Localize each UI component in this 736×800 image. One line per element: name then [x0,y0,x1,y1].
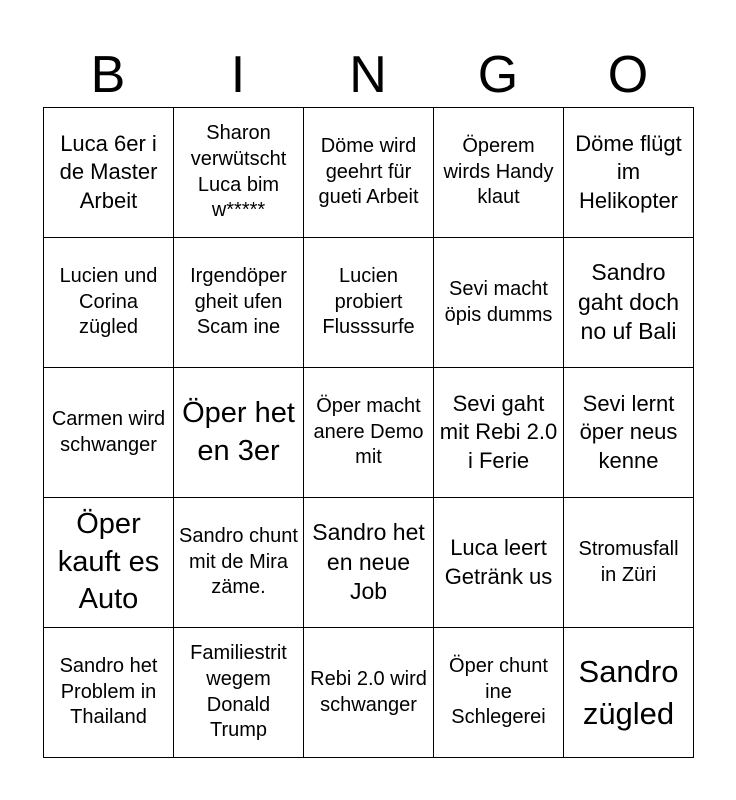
bingo-row [44,238,694,368]
bingo-row [44,498,694,628]
bingo-card [43,107,694,758]
bingo-cell[interactable]: Öperem wirds Handy klaut [434,108,564,238]
bingo-cell[interactable]: Sandro gaht doch no uf Bali [564,238,694,368]
header-letter-n: N [349,46,387,104]
bingo-cell[interactable]: Döme wird geehrt für gueti Arbeit [304,108,434,238]
bingo-cell[interactable]: Sharon verwütscht Luca bim w***** [174,108,304,238]
bingo-cell[interactable]: Öper het en 3er [174,368,304,498]
bingo-cell[interactable]: Stromusfall in Züri [564,498,694,628]
bingo-row [44,108,694,238]
header-letter-o: O [607,46,649,104]
bingo-cell[interactable]: Sevi lernt öper neus kenne [564,368,694,498]
bingo-cell[interactable]: Döme flügt im Helikopter [564,108,694,238]
bingo-cell[interactable]: Sandro zügled [564,628,694,758]
bingo-cell[interactable]: Luca 6er i de Master Arbeit [44,108,174,238]
header-letter-g: G [477,46,519,104]
bingo-cell[interactable]: Öper kauft es Auto [44,498,174,628]
header-letter-i: I [230,46,246,104]
bingo-cell[interactable]: Familiestrit wegem Donald Trump [174,628,304,758]
bingo-cell[interactable]: Irgendöper gheit ufen Scam ine [174,238,304,368]
bingo-cell[interactable]: Carmen wird schwanger [44,368,174,498]
bingo-row [44,368,694,498]
bingo-cell[interactable]: Rebi 2.0 wird schwanger [304,628,434,758]
bingo-row [44,628,694,758]
bingo-cell[interactable]: Öper macht anere Demo mit [304,368,434,498]
bingo-cell[interactable]: Sandro het Problem in Thailand [44,628,174,758]
bingo-cell[interactable]: Luca leert Getränk us [434,498,564,628]
bingo-cell[interactable]: Sandro chunt mit de Mira zäme. [174,498,304,628]
header-letter-b: B [90,46,126,104]
bingo-cell[interactable]: Lucien probiert Flusssurfe [304,238,434,368]
bingo-header [43,44,693,106]
bingo-cell[interactable]: Sevi gaht mit Rebi 2.0 i Ferie [434,368,564,498]
bingo-cell[interactable]: Lucien und Corina zügled [44,238,174,368]
bingo-cell[interactable]: Öper chunt ine Schlegerei [434,628,564,758]
bingo-cell[interactable]: Sandro het en neue Job [304,498,434,628]
bingo-cell[interactable]: Sevi macht öpis dumms [434,238,564,368]
